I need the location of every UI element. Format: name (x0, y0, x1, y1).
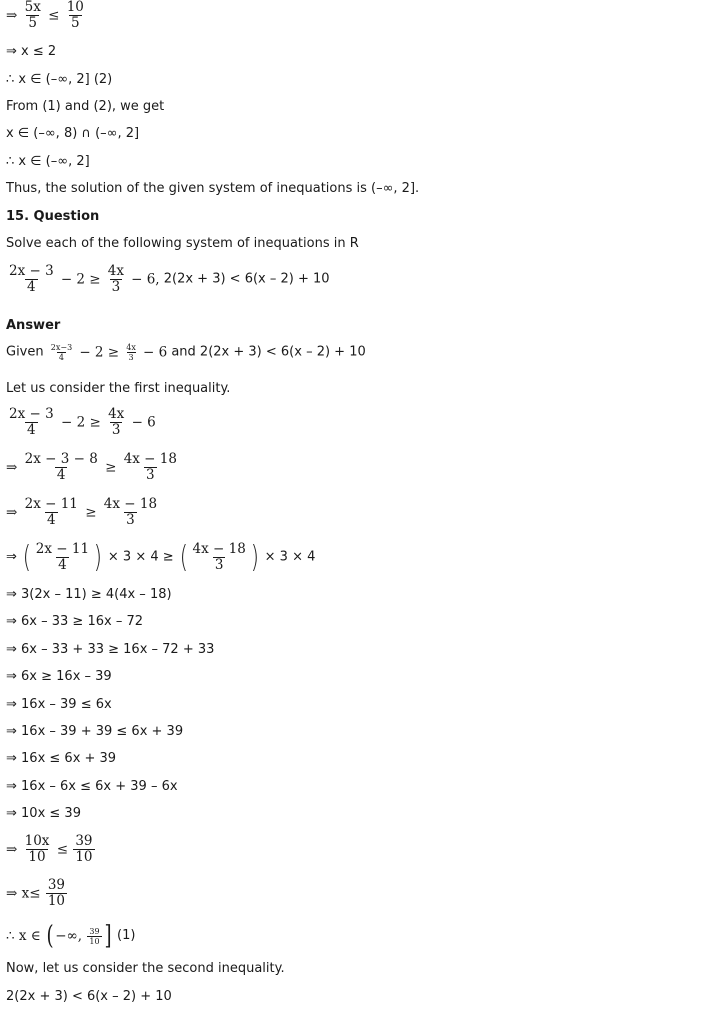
step-interval-2: ∴ x ∈ (–∞, 2] (2) (6, 72, 113, 87)
from-1-and-2: From (1) and (2), we get (6, 99, 165, 114)
question-heading: 15. Question (6, 209, 100, 224)
first-inequality-intro: Let us consider the first inequality. (6, 381, 231, 396)
question-equation: $\frac{2x - 3}{4}$ − 2 ≥ $\frac{4x}{3}$ − 6, 2(2x + 3) < 6(x – 2) + 10 (9, 263, 330, 295)
solution-statement: Thus, the solution of the given system of inequations is (–∞, 2]. (6, 181, 420, 196)
step-5x-over-5: ⇒ $\frac{5x}{5}$ ≤ $\frac{10}{5}$ (6, 0, 84, 31)
step-16x-le: ⇒ 16x ≤ 6x + 39 (6, 751, 117, 766)
answer-heading: Answer (6, 318, 61, 333)
step-10x-le-39: ⇒ 10x ≤ 39 (6, 806, 81, 821)
step-6x-ge: ⇒ 6x ≥ 16x – 39 (6, 669, 112, 684)
step-original-first: $\frac{2x - 3}{4}$ − 2 ≥ $\frac{4x}{3}$ − 6 (9, 406, 156, 438)
step-interval-1: ∴ x ∈ ( −∞, $\frac{39}{10}$ ] (1) (6, 921, 136, 951)
second-inequality: 2(2x + 3) < 6(x – 2) + 10 (6, 989, 172, 1004)
step-swap: ⇒ 16x – 39 ≤ 6x (6, 697, 112, 712)
step-simplified: ⇒ $\frac{2x - 11}{4}$ ≥ $\frac{4x - 18}{3}$ (6, 496, 158, 528)
intersection: x ∈ (–∞, 8) ∩ (–∞, 2] (6, 126, 140, 141)
step-add-39: ⇒ 16x – 39 + 39 ≤ 6x + 39 (6, 724, 184, 739)
step-x-le-39-over-10: ⇒ x≤ $\frac{39}{10}$ (6, 877, 66, 909)
second-inequality-intro: Now, let us consider the second inequality. (6, 961, 285, 976)
step-x-le-2: ⇒ x ≤ 2 (6, 44, 57, 59)
step-expanded: ⇒ 6x – 33 ≥ 16x – 72 (6, 614, 143, 629)
step-divide-by-10: ⇒ $\frac{10x}{10}$ ≤ $\frac{39}{10}$ (6, 833, 93, 865)
step-add-33: ⇒ 6x – 33 + 33 ≥ 16x – 72 + 33 (6, 642, 215, 657)
step-multiply-both-sides: ⇒ ( $\frac{2x - 11}{4}$ ) × 3 × 4 ≥ ( $\frac{4x - 18}{3}$ ) × 3 × 4 (6, 539, 316, 575)
step-result-interval: ∴ x ∈ (–∞, 2] (6, 154, 90, 169)
step-subtract-6x: ⇒ 16x – 6x ≤ 6x + 39 – 6x (6, 779, 178, 794)
step-cleared-fractions: ⇒ 3(2x – 11) ≥ 4(4x – 18) (6, 587, 172, 602)
given-line: Given $\frac{2x-3}{4}$ − 2 ≥ $\frac{4x}{3}$ − 6 and 2(2x + 3) < 6(x – 2) + 10 (6, 343, 366, 362)
step-combine-constants: ⇒ $\frac{2x - 3 - 8}{4}$ ≥ $\frac{4x - 18}{3}$ (6, 451, 177, 483)
question-text: Solve each of the following system of inequations in R (6, 236, 359, 251)
